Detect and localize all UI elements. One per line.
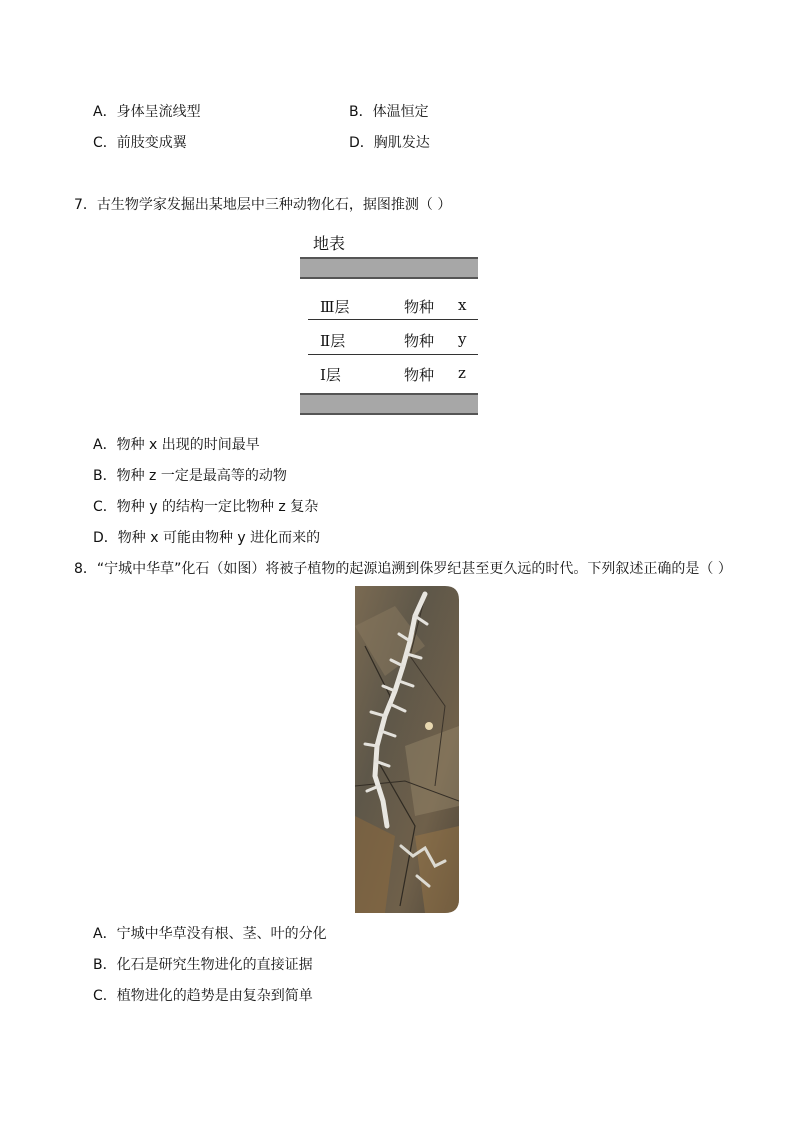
q8-option-a: A．宁城中华草没有根、茎、叶的分化: [93, 926, 327, 942]
q8-option-c: C．植物进化的趋势是由复杂到简单: [93, 988, 313, 1004]
strata-figure: [300, 231, 478, 417]
species-label: 物种: [404, 332, 435, 350]
q8-stem: 8．“宁城中华草”化石（如图）将被子植物的起源追溯到侏罗纪甚至更久远的时代。下列叙述正确的是（ ）: [74, 561, 732, 577]
q6-option-d: D．胸肌发达: [349, 135, 430, 151]
q7-option-c: C．物种 y 的结构一定比物种 z 复杂: [93, 499, 319, 515]
fossil-image: [355, 586, 459, 913]
q7-option-a: A．物种 x 出现的时间最早: [93, 437, 260, 453]
surface-label: 地表: [313, 234, 346, 253]
q6-option-c: C．前肢变成翼: [93, 135, 187, 151]
species-label: 物种: [404, 298, 435, 316]
q7-option-d: D．物种 x 可能由物种 y 进化而来的: [93, 530, 321, 546]
stratum-row-1: [308, 356, 478, 390]
q8-option-b: B．化石是研究生物进化的直接证据: [93, 957, 313, 973]
q6-option-a: A．身体呈流线型: [93, 104, 201, 120]
layer-label: Ⅱ层: [320, 332, 346, 350]
bottom-band: [300, 393, 478, 415]
species-symbol: x: [458, 296, 467, 314]
species-symbol: y: [458, 330, 467, 348]
species-label: 物种: [404, 366, 435, 384]
layer-label: Ⅰ层: [320, 366, 341, 384]
stratum-divider: [308, 319, 478, 320]
stratum-row-3: [308, 288, 478, 322]
layer-label: Ⅲ层: [320, 298, 350, 316]
surface-band: [300, 257, 478, 279]
stratum-divider: [308, 354, 478, 355]
q7-stem: 7．古生物学家发掘出某地层中三种动物化石，据图推测（ ）: [74, 197, 452, 213]
stratum-row-2: [308, 322, 478, 356]
q7-option-b: B．物种 z 一定是最高等的动物: [93, 468, 287, 484]
q6-option-b: B．体温恒定: [349, 104, 429, 120]
species-symbol: z: [458, 364, 466, 382]
